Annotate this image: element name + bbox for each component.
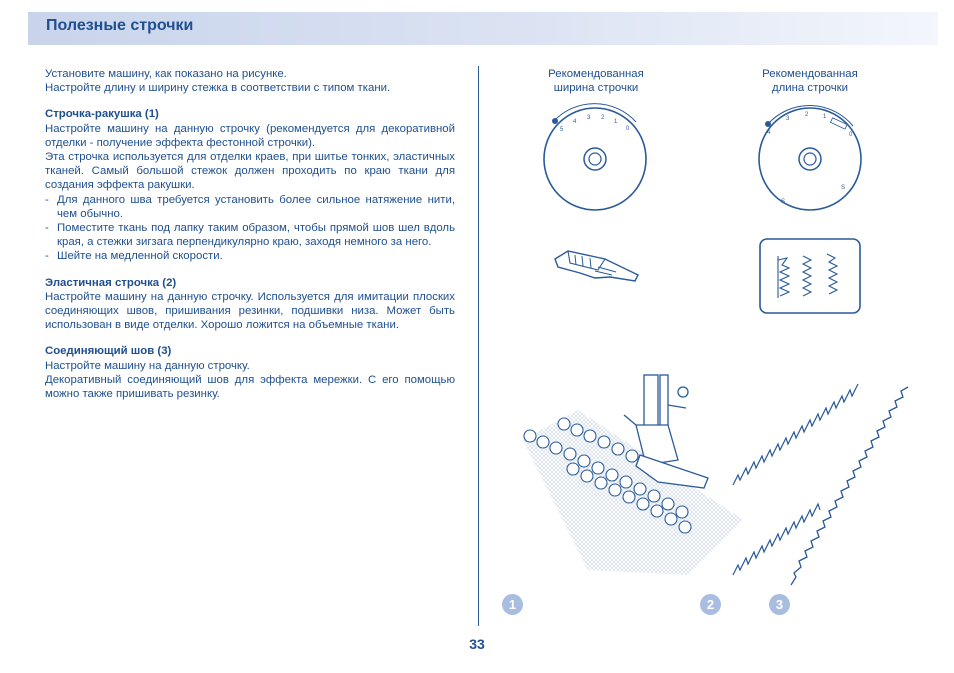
- length-label-line: Рекомендованная: [762, 68, 858, 80]
- dial-tick: 2: [601, 115, 605, 121]
- dial-tick: 3: [786, 116, 790, 122]
- bullet-item: [45, 221, 455, 249]
- paragraph: Настройте машину на данную строчку (рекомендуется для декоративной отделки - получение эффекта фестонной строчки).: [45, 122, 455, 149]
- width-label: [526, 67, 666, 95]
- page-title: Полезные строчки: [46, 17, 194, 34]
- intro-line: Настройте длину и ширину стежка в соответствии с типом ткани.: [45, 82, 391, 95]
- paragraph: Эта строчка используется для отделки краев, при шитье тонких, эластичных тканей. Самый большой стежок должен проходить по краю ткани для создания эффекта ракушки.: [45, 151, 455, 192]
- dial-tick: 1: [823, 114, 827, 120]
- shell-stitch-illustration: [518, 370, 758, 585]
- length-label: [740, 67, 880, 95]
- presser-foot-icon: [550, 245, 645, 290]
- paragraph: Настройте машину на данную строчку.: [45, 359, 250, 372]
- stitch-length-dial: [755, 104, 865, 214]
- bullet-text: Поместите ткань под лапку таким образом, чтобы прямой шов шел вдоль края, а стежки зигзага перпендикулярно краю, заходя немного за него.: [57, 222, 455, 249]
- bullet-item: [45, 249, 455, 263]
- section-title-joining-stitch: Соединяющий шов (3): [45, 345, 172, 358]
- figure-number-2: 2: [700, 594, 721, 615]
- dial-tick: 0: [626, 126, 630, 132]
- bullet-marker: -: [45, 193, 49, 206]
- section-title-elastic-stitch: Эластичная строчка (2): [45, 276, 177, 289]
- section-title-shell-stitch: Строчка-ракушка (1): [45, 108, 159, 121]
- dial-tick: S: [781, 199, 786, 205]
- figure-number-3: 3: [769, 594, 790, 615]
- dial-tick: 2: [805, 112, 809, 118]
- bullet-text: Шейте на медленной скорости.: [57, 250, 223, 263]
- intro-line: Установите машину, как показано на рисунке.: [45, 68, 287, 80]
- stitch-pattern-icon: [759, 238, 861, 314]
- page-number: 33: [469, 636, 485, 652]
- bullet-marker: -: [45, 250, 49, 263]
- figure-number-1: 1: [502, 594, 523, 615]
- bullet-marker: -: [45, 222, 49, 235]
- joining-stitch-illustration: [788, 385, 918, 590]
- paragraph: Декоративный соединяющий шов для эффекта мережки. С его помощью можно также пришивать резинку.: [45, 373, 455, 401]
- dial-tick: 0: [849, 132, 853, 138]
- dial-tick: 5: [560, 127, 564, 133]
- stitch-width-dial: [540, 104, 650, 214]
- paragraph: Настройте машину на данную строчку. Используется для имитации плоских соединяющих швов, пришивания резинки, подшивки низа. Может быть использован в виде отделки. Хорошо ложится на объемные ткани.: [45, 290, 455, 332]
- dial-tick: 1: [614, 119, 618, 125]
- instructions-column: [45, 67, 455, 401]
- width-label-line: Рекомендованная: [548, 68, 644, 80]
- column-divider: [478, 66, 479, 626]
- dial-tick: 4: [573, 119, 577, 125]
- dial-tick: S: [841, 185, 846, 191]
- bullet-text: Для данного шва требуется установить более сильное натяжение нити, чем обычно.: [57, 193, 455, 220]
- bullet-item: [45, 193, 455, 221]
- dial-tick: 3: [587, 115, 591, 121]
- dial-tick: 4: [767, 130, 771, 136]
- width-label-line: ширина строчки: [553, 82, 639, 94]
- length-label-line: длина строчки: [771, 82, 849, 94]
